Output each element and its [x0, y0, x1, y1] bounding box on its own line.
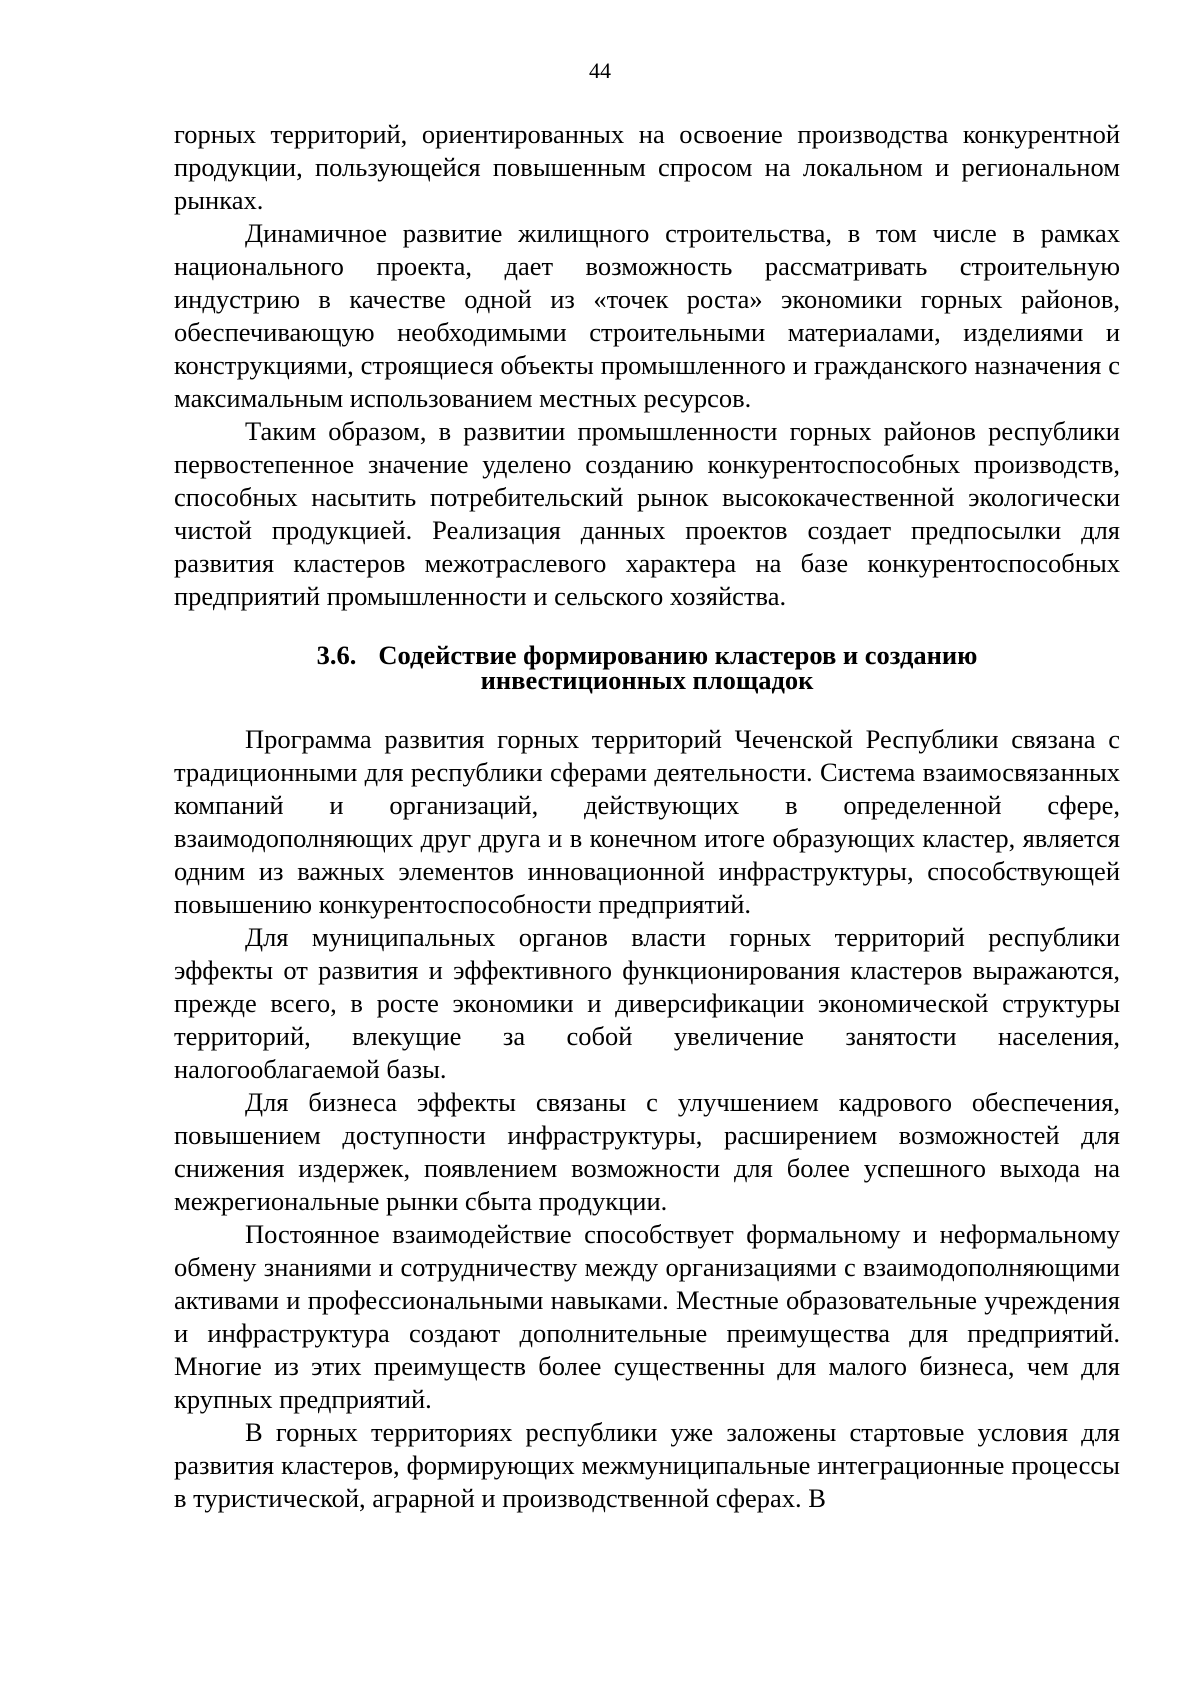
paragraph-housing-construction: Динамичное развитие жилищного строительства, в том числе в рамках национального проекта, дает возможность рассматривать строительную индустрию в качестве одной из «точек роста» экономики горных районов, обеспечивающую необходимыми строительными материалами, изделиями и конструкциями, строящиеся объекты промышленного и гражданского назначения с максимальным использованием местных ресурсов. [174, 218, 1120, 413]
page-number: 44 [589, 58, 611, 83]
paragraph-industry-summary: Таким образом, в развитии промышленности горных районов республики первостепенное значение уделено созданию конкурентоспособных производств, способных насытить потребительский рынок высококачественной экологически чистой продукцией. Реализация данных проектов создает предпосылки для развития кластеров межотраслевого характера на базе конкурентоспособных предприятий промышленности и сельского хозяйства. [174, 416, 1120, 611]
paragraph-continuation: горных территорий, ориентированных на освоение производства конкурентной продукции, пользующейся повышенным спросом на локальном и региональном рынках. [174, 119, 1120, 215]
paragraph-municipal-effects: Для муниципальных органов власти горных территорий республики эффекты от развития и эффективного функционирования кластеров выражаются, прежде всего, в росте экономики и диверсификации экономической структуры территорий, влекущие за собой увеличение занятости населения, налогооблагаемой базы. [174, 922, 1120, 1084]
document-body [174, 118, 1120, 1515]
paragraph-interaction: Постоянное взаимодействие способствует формальному и неформальному обмену знаниями и сотрудничеству между организациями с взаимодополняющими активами и профессиональными навыками. Местные образовательные учреждения и инфраструктура создают дополнительные преимущества для предприятий. Многие из этих преимуществ более существенны для малого бизнеса, чем для крупных предприятий. [174, 1219, 1120, 1414]
section-heading [174, 640, 1120, 695]
paragraph-business-effects: Для бизнеса эффекты связаны с улучшением кадрового обеспечения, повышением доступности инфраструктуры, расширением возможностей для снижения издержек, появлением возможности для более успешного выхода на межрегиональные рынки сбыта продукции. [174, 1087, 1120, 1216]
section-number: 3.6. [316, 640, 357, 670]
section-title-line2: инвестиционных площадок [480, 665, 814, 695]
section-title-line1: Содействие формированию кластеров и созданию [378, 640, 978, 670]
paragraph-starting-conditions: В горных территориях республики уже заложены стартовые условия для развития кластеров, формирующих межмуниципальные интеграционные процессы в туристической, аграрной и производственной сферах. В [174, 1417, 1120, 1513]
paragraph-program-clusters: Программа развития горных территорий Чеченской Республики связана с традиционными для республики сферами деятельности. Система взаимосвязанных компаний и организаций, действующих в определенной сфере, взаимодополняющих друг друга и в конечном итоге образующих кластер, является одним из важных элементов инновационной инфраструктуры, способствующей повышению конкурентоспособности предприятий. [174, 724, 1120, 919]
